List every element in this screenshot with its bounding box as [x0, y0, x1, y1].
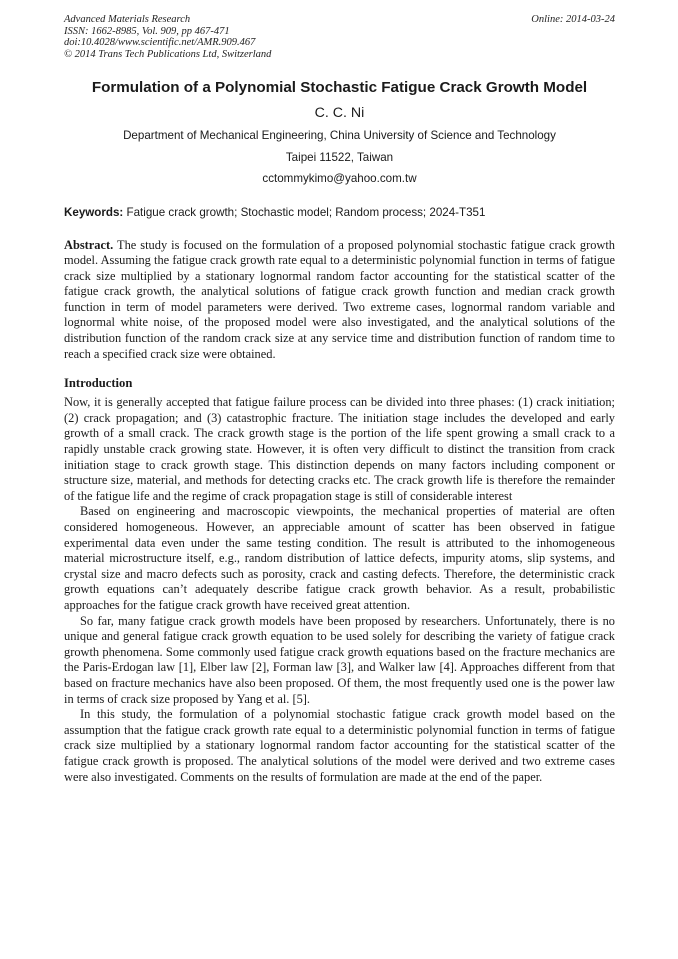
keywords	[64, 206, 615, 219]
paper-page	[64, 14, 615, 785]
copyright-line: © 2014 Trans Tech Publications Ltd, Switzerland	[64, 48, 272, 60]
keywords-label: Keywords:	[64, 205, 124, 219]
abstract-label: Abstract.	[64, 237, 114, 252]
abstract-text: The study is focused on the formulation of a proposed polynomial stochastic fatigue crack growth model. Assuming the fatigue crack growth rate equal to a deterministic polynomial function in terms of fatigue crack size multiplied by a stationary lognormal random factor accounting for the statistical scatter of the fatigue crack growth, the analytical solutions of fatigue crack growth function and median crack growth function in term of model parameters were derived. Two extreme cases, lognormal random variable and lognormal white noise, of the proposed model were also investigated, and the analytical solutions of the distribution function of the random crack size at any service time and distribution function of random time to reach a specified crack size were obtained.	[64, 237, 615, 361]
journal-name: Advanced Materials Research	[64, 14, 191, 25]
paragraph: So far, many fatigue crack growth models have been proposed by researchers. Unfortunately, there is no unique and general fatigue crack growth equation to be used solely for describing the variety of fatigue crack growth phenomena. Some commonly used fatigue crack growth equations based on the fracture mechanics are the Paris-Erdogan law [1], Elber law [2], Forman law [3], and Walker law [4]. Approaches different from that based on fracture mechanics have also been proposed. Of them, the most frequently used one is the power law in terms of crack size proposed by Yang et al. [5].	[64, 613, 615, 706]
paper-title: Formulation of a Polynomial Stochastic Fatigue Crack Growth Model	[91, 79, 588, 96]
author-name: C. C. Ni	[314, 105, 365, 121]
introduction-body	[64, 395, 615, 785]
affiliation-city: Taipei 11522, Taiwan	[285, 150, 394, 164]
paragraph: Based on engineering and macroscopic viewpoints, the mechanical properties of material are often considered homogeneous. However, an appreciable amount of scatter has been observed in fatigue experimental data even under the same testing condition. The result is attributed to the inhomogeneous material microstructure itself, e.g., random distribution of lattice defects, impurity atoms, slip systems, and crystal size and macro defects such as porosity, crack and casting defects. Therefore, the deterministic crack growth equations can’t adequately describe fatigue crack growth behavior. As a result, probabilistic approaches for the fatigue crack growth have received great attention.	[64, 504, 615, 612]
paragraph: In this study, the formulation of a polynomial stochastic fatigue crack growth model based on the assumption that the fatigue crack growth rate equal to a deterministic polynomial function in terms of fatigue crack size multiplied by a stationary lognormal random factor accounting for the statistical scatter of the fatigue crack growth is proposed. The analytical solutions of the model were derived and two extreme cases were also investigated. Comments on the results of formulation are made at the end of the paper.	[64, 707, 615, 784]
online-date: Online: 2014-03-24	[531, 14, 615, 25]
doi-line: doi:10.4028/www.scientific.net/AMR.909.467	[64, 37, 256, 48]
affiliation-department: Department of Mechanical Engineering, China University of Science and Technology	[123, 129, 556, 142]
issn-line: ISSN: 1662-8985, Vol. 909, pp 467-471	[64, 25, 230, 37]
author-email: cctommykimo@yahoo.com.tw	[262, 172, 417, 185]
keywords-text: Fatigue crack growth; Stochastic model; Random process; 2024-T351	[126, 205, 486, 219]
section-heading-introduction: Introduction	[64, 376, 133, 391]
abstract	[64, 238, 615, 363]
affiliation	[64, 125, 615, 190]
paragraph: Now, it is generally accepted that fatigue failure process can be divided into three phases: (1) crack initiation; (2) crack propagation; and (3) catastrophic fracture. The initiation stage includes the developed and early growth of a small crack. The crack growth stage is the portion of the life spent growing a small crack to a rapidly unstable crack growing state. However, it is often very difficult to distinct the transition from crack initiation stage to crack growth stage. This distinction depends on many factors including component or structure size, material, and methods for detecting cracks etc. The crack growth life is therefore the remainder of the fatigue life and the regime of crack propagation stage is still of considerable interest	[64, 395, 615, 503]
journal-header	[64, 14, 615, 60]
